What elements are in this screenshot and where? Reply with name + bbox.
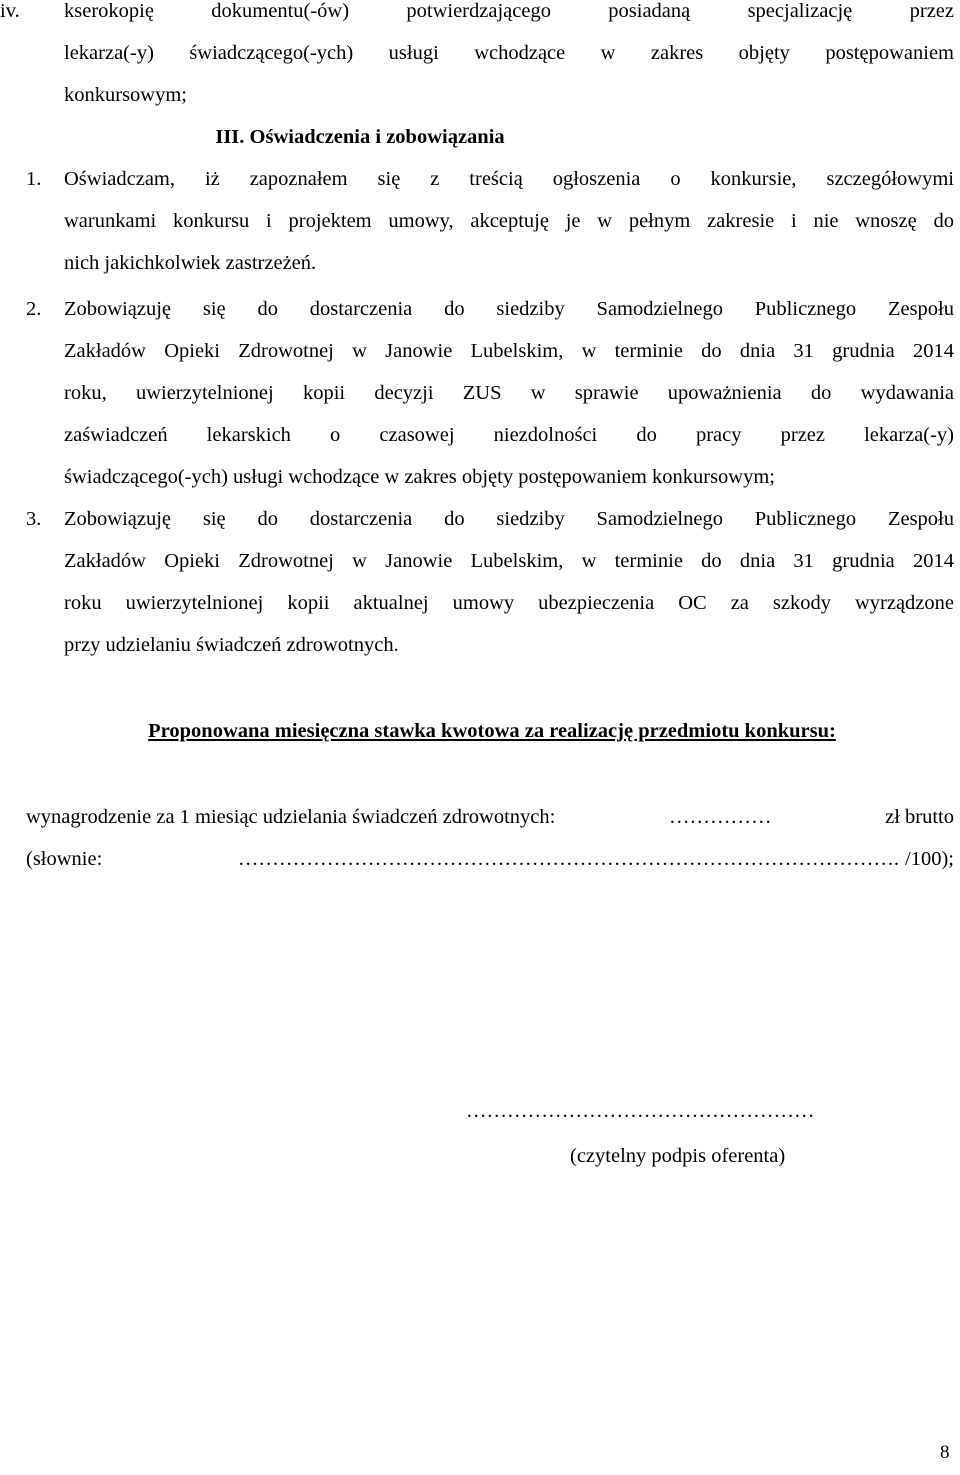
item-number: 1. [26,168,42,190]
payment-currency: zł brutto [885,806,954,828]
words-label: (słownie: [26,848,103,870]
item-1-line-1: Oświadczam, iż zapoznałem się z treścią ogłoszenia o konkursie, szczegółowymi [64,168,954,190]
words-suffix: /100); [905,848,954,870]
item-1-line-2: warunkami konkursu i projektem umowy, akceptuję je w pełnym zakresie i nie wnoszę do [64,210,954,232]
words-dots: ……………………………………………………………………………………. [237,848,900,870]
page-number: 8 [940,1442,950,1463]
item-3-line-4: przy udzielaniu świadczeń zdrowotnych. [64,634,399,656]
payment-label: wynagrodzenie za 1 miesiąc udzielania świadczeń zdrowotnych: [26,806,556,828]
item-3-line-2: Zakładów Opieki Zdrowotnej w Janowie Lubelskim, w terminie do dnia 31 grudnia 2014 [64,550,954,572]
item-number: iv. [0,0,20,22]
item-1-line-3: nich jakichkolwiek zastrzeżeń. [64,252,317,274]
item-2-line-1: Zobowiązuję się do dostarczenia do siedziby Samodzielnego Publicznego Zespołu [64,298,954,320]
item-iv-line-1: kserokopię dokumentu(-ów) potwierdzającego posiadaną specjalizację przez [64,0,954,22]
payment-section [26,796,954,880]
signature-line: …………………………………………… [466,1100,815,1122]
item-number: 3. [26,508,42,530]
section-heading: III. Oświadczenia i zobowiązania [215,126,505,148]
proposal-heading: Proponowana miesięczna stawka kwotowa za realizację przedmiotu konkursu: [148,720,836,742]
item-2-line-4: zaświadczeń lekarskich o czasowej niezdolności do pracy przez lekarza(-y) [64,424,954,446]
item-iv-line-3: konkursowym; [64,84,187,106]
item-2-line-3: roku, uwierzytelnionej kopii decyzji ZUS w sprawie upoważnienia do wydawania [64,382,954,404]
signature-label: (czytelny podpis oferenta) [570,1145,786,1167]
payment-line-1 [26,796,954,838]
item-number: 2. [26,298,42,320]
list-item-iv [0,0,954,116]
payment-amount-dots: …………… [668,806,772,828]
item-2-line-2: Zakładów Opieki Zdrowotnej w Janowie Lubelskim, w terminie do dnia 31 grudnia 2014 [64,340,954,362]
list-item-3 [26,498,954,666]
item-iv-line-2: lekarza(-y) świadczącego(-ych) usługi wchodzące w zakres objęty postępowaniem [64,42,954,64]
item-3-line-1: Zobowiązuję się do dostarczenia do siedziby Samodzielnego Publicznego Zespołu [64,508,954,530]
payment-line-2 [26,838,954,880]
item-3-line-3: roku uwierzytelnionej kopii aktualnej umowy ubezpieczenia OC za szkody wyrządzone [64,592,954,614]
item-2-line-5: świadczącego(-ych) usługi wchodzące w zakres objęty postępowaniem konkursowym; [64,466,776,488]
list-item-2 [26,288,954,498]
list-item-1 [26,158,954,284]
